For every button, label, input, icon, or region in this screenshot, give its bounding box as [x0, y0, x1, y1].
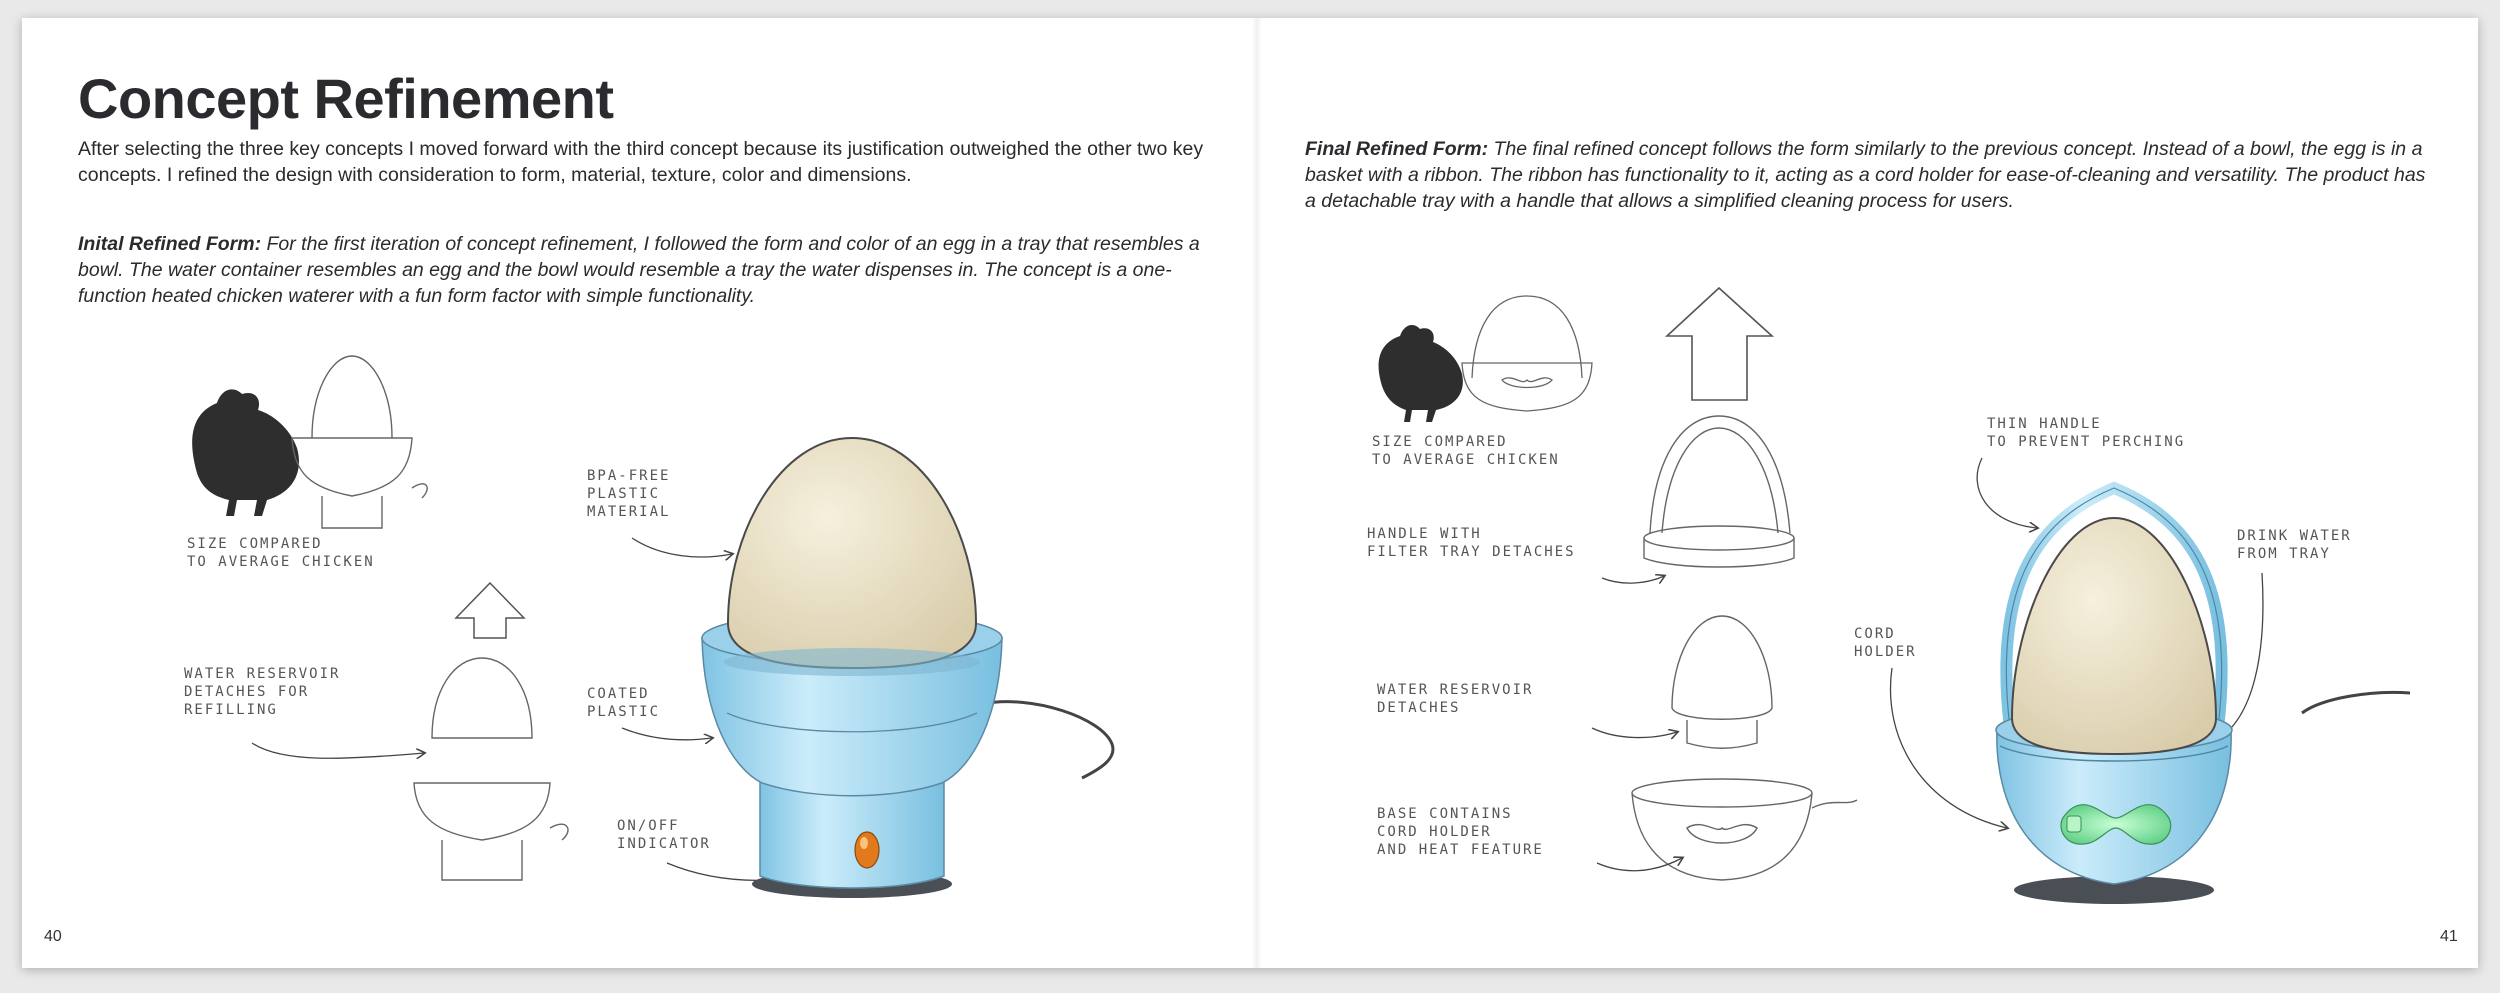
right-product-render: [1996, 488, 2410, 904]
left-exploded-egg: [414, 658, 568, 880]
right-note-thin-1: THIN HANDLE: [1987, 416, 2102, 432]
book-spread: [22, 18, 2478, 968]
left-size-sketch: [292, 356, 427, 528]
right-note-base-1: BASE CONTAINS: [1377, 806, 1513, 822]
right-note-handle-1: HANDLE WITH: [1367, 526, 1482, 542]
left-note-reservoir-1: WATER RESERVOIR: [184, 666, 341, 682]
left-note-size-1: SIZE COMPARED: [187, 536, 323, 552]
right-note-handle-2: FILTER TRAY DETACHES: [1367, 544, 1576, 560]
right-chicken-icon: [1379, 325, 1463, 422]
left-note-coated-1: COATED: [587, 686, 650, 702]
right-exploded-handle-tray: [1644, 416, 1794, 567]
left-note-reservoir-2: DETACHES FOR: [184, 684, 310, 700]
right-note-size-2: TO AVERAGE CHICKEN: [1372, 452, 1560, 468]
intro-paragraph: After selecting the three key concepts I moved forward with the third concept because its justification outweighed the other two key concepts. I refined the design with consideration to form, material, texture, color and dimensions.: [78, 138, 1204, 186]
right-arrow-up-icon: [1667, 288, 1772, 400]
left-note-bpa-2: PLASTIC: [587, 486, 661, 502]
left-arrow-up-icon: [456, 583, 524, 638]
final-form-text: The final refined concept follows the form similarly to the previous concept. Instead of a bowl, the egg is in a basket with a ribbon. The ribbon has functionality to it, acting as a cord holder for ease-of-cleaning and versatility. The product has a detachable tray with a handle that allows a simplified cleaning process for users.: [1305, 138, 2426, 212]
right-size-sketch: [1462, 296, 1592, 411]
page-number-right: 41: [2440, 928, 2458, 945]
left-note-coated-2: PLASTIC: [587, 704, 661, 720]
right-note-base-2: CORD HOLDER: [1377, 824, 1492, 840]
sketch-illustrations: [22, 18, 2478, 968]
left-note-reservoir-3: REFILLING: [184, 702, 278, 718]
right-note-cord-2: HOLDER: [1854, 644, 1917, 660]
left-note-bpa-1: BPA-FREE: [587, 468, 671, 484]
initial-form-text: For the first iteration of concept refinement, I followed the form and color of an egg in a tray that resembles a bowl. The water container resembles an egg and the bowl would resemble a tray the water dispenses in. The concept is a one-function heated chicken waterer with a fun form factor with simple functionality.: [78, 233, 1200, 307]
page-number-left: 40: [44, 928, 62, 945]
left-chicken-icon: [192, 389, 299, 516]
left-note-onoff-1: ON/OFF: [617, 818, 680, 834]
right-note-reservoir-2: DETACHES: [1377, 700, 1461, 716]
left-note-size-2: TO AVERAGE CHICKEN: [187, 554, 375, 570]
right-note-thin-2: TO PREVENT PERCHING: [1987, 434, 2186, 450]
final-form-label: Final Refined Form:: [1305, 138, 1489, 160]
right-note-size-1: SIZE COMPARED: [1372, 434, 1508, 450]
page-title: Concept Refinement: [78, 67, 614, 130]
left-note-bpa-3: MATERIAL: [587, 504, 671, 520]
left-product-render: [702, 438, 1113, 898]
right-note-cord-1: CORD: [1854, 626, 1896, 642]
right-exploded-egg: [1672, 616, 1772, 748]
right-note-reservoir-1: WATER RESERVOIR: [1377, 682, 1534, 698]
right-note-drink-1: DRINK WATER: [2237, 528, 2352, 544]
initial-form-label: Inital Refined Form:: [78, 233, 262, 255]
right-note-drink-2: FROM TRAY: [2237, 546, 2331, 562]
left-note-onoff-2: INDICATOR: [617, 836, 711, 852]
right-note-base-3: AND HEAT FEATURE: [1377, 842, 1544, 858]
